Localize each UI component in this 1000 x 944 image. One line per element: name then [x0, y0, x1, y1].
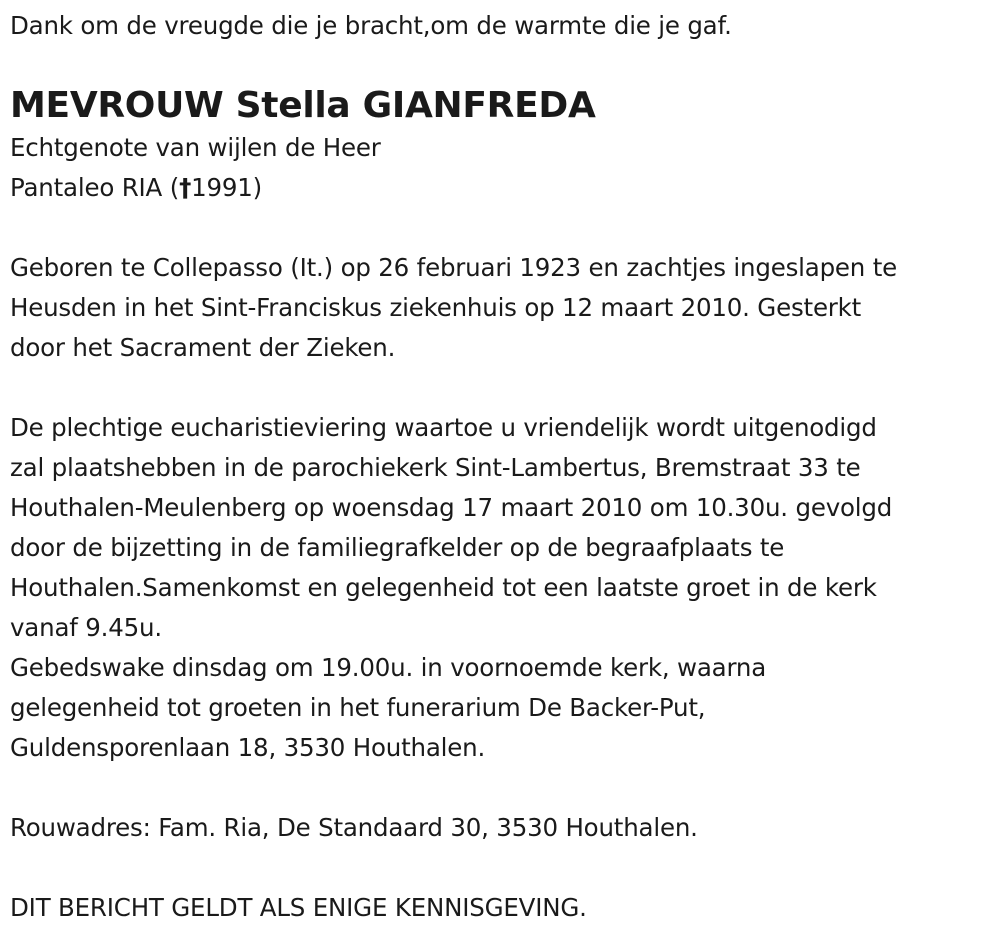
spacer	[10, 368, 1000, 408]
birth-line: door het Sacrament der Zieken.	[10, 333, 396, 362]
birth-line: Geboren te Collepasso (It.) op 26 februari 1923 en zachtjes ingeslapen te	[10, 253, 897, 282]
intro-verse: Dank om de vreugde die je bracht,om de warmte die je gaf.	[10, 11, 732, 40]
ceremony-line: zal plaatshebben in de parochiekerk Sint-Lambertus, Bremstraat 33 te	[10, 453, 861, 482]
spacer	[10, 768, 1000, 808]
ceremony-line: Houthalen-Meulenberg op woensdag 17 maart 2010 om 10.30u. gevolgd	[10, 493, 893, 522]
ceremony-line: vanaf 9.45u.	[10, 613, 162, 642]
ceremony-line: Guldensporenlaan 18, 3530 Houthalen.	[10, 733, 486, 762]
ceremony-line: Gebedswake dinsdag om 19.00u. in voornoemde kerk, waarna	[10, 653, 767, 682]
spouse-name: Pantaleo RIA (	[10, 173, 180, 202]
spacer	[10, 208, 1000, 248]
birth-paragraph	[10, 248, 1000, 368]
ceremony-paragraph	[10, 408, 1000, 768]
deceased-name: MEVROUW Stella GIANFREDA	[10, 85, 596, 126]
spouse-line-1: Echtgenote van wijlen de Heer	[10, 133, 381, 162]
spouse-death-year: 1991)	[191, 173, 263, 202]
ceremony-line: door de bijzetting in de familiegrafkelder op de begraafplaats te	[10, 533, 785, 562]
spacer	[10, 848, 1000, 888]
ceremony-line: Houthalen.Samenkomst en gelegenheid tot een laatste groet in de kerk	[10, 573, 877, 602]
ceremony-line: gelegenheid tot groeten in het funerarium De Backer-Put,	[10, 693, 706, 722]
ceremony-line: De plechtige eucharistieviering waartoe u vriendelijk wordt uitgenodigd	[10, 413, 877, 442]
notice-text: DIT BERICHT GELDT ALS ENIGE KENNISGEVING.	[10, 893, 587, 922]
spouse-line-2	[10, 168, 1000, 208]
spouse-block	[10, 128, 1000, 208]
mourning-address: Rouwadres: Fam. Ria, De Standaard 30, 3530 Houthalen.	[10, 813, 698, 842]
cross-icon: †	[179, 173, 192, 202]
birth-line: Heusden in het Sint-Franciskus ziekenhuis op 12 maart 2010. Gesterkt	[10, 293, 862, 322]
